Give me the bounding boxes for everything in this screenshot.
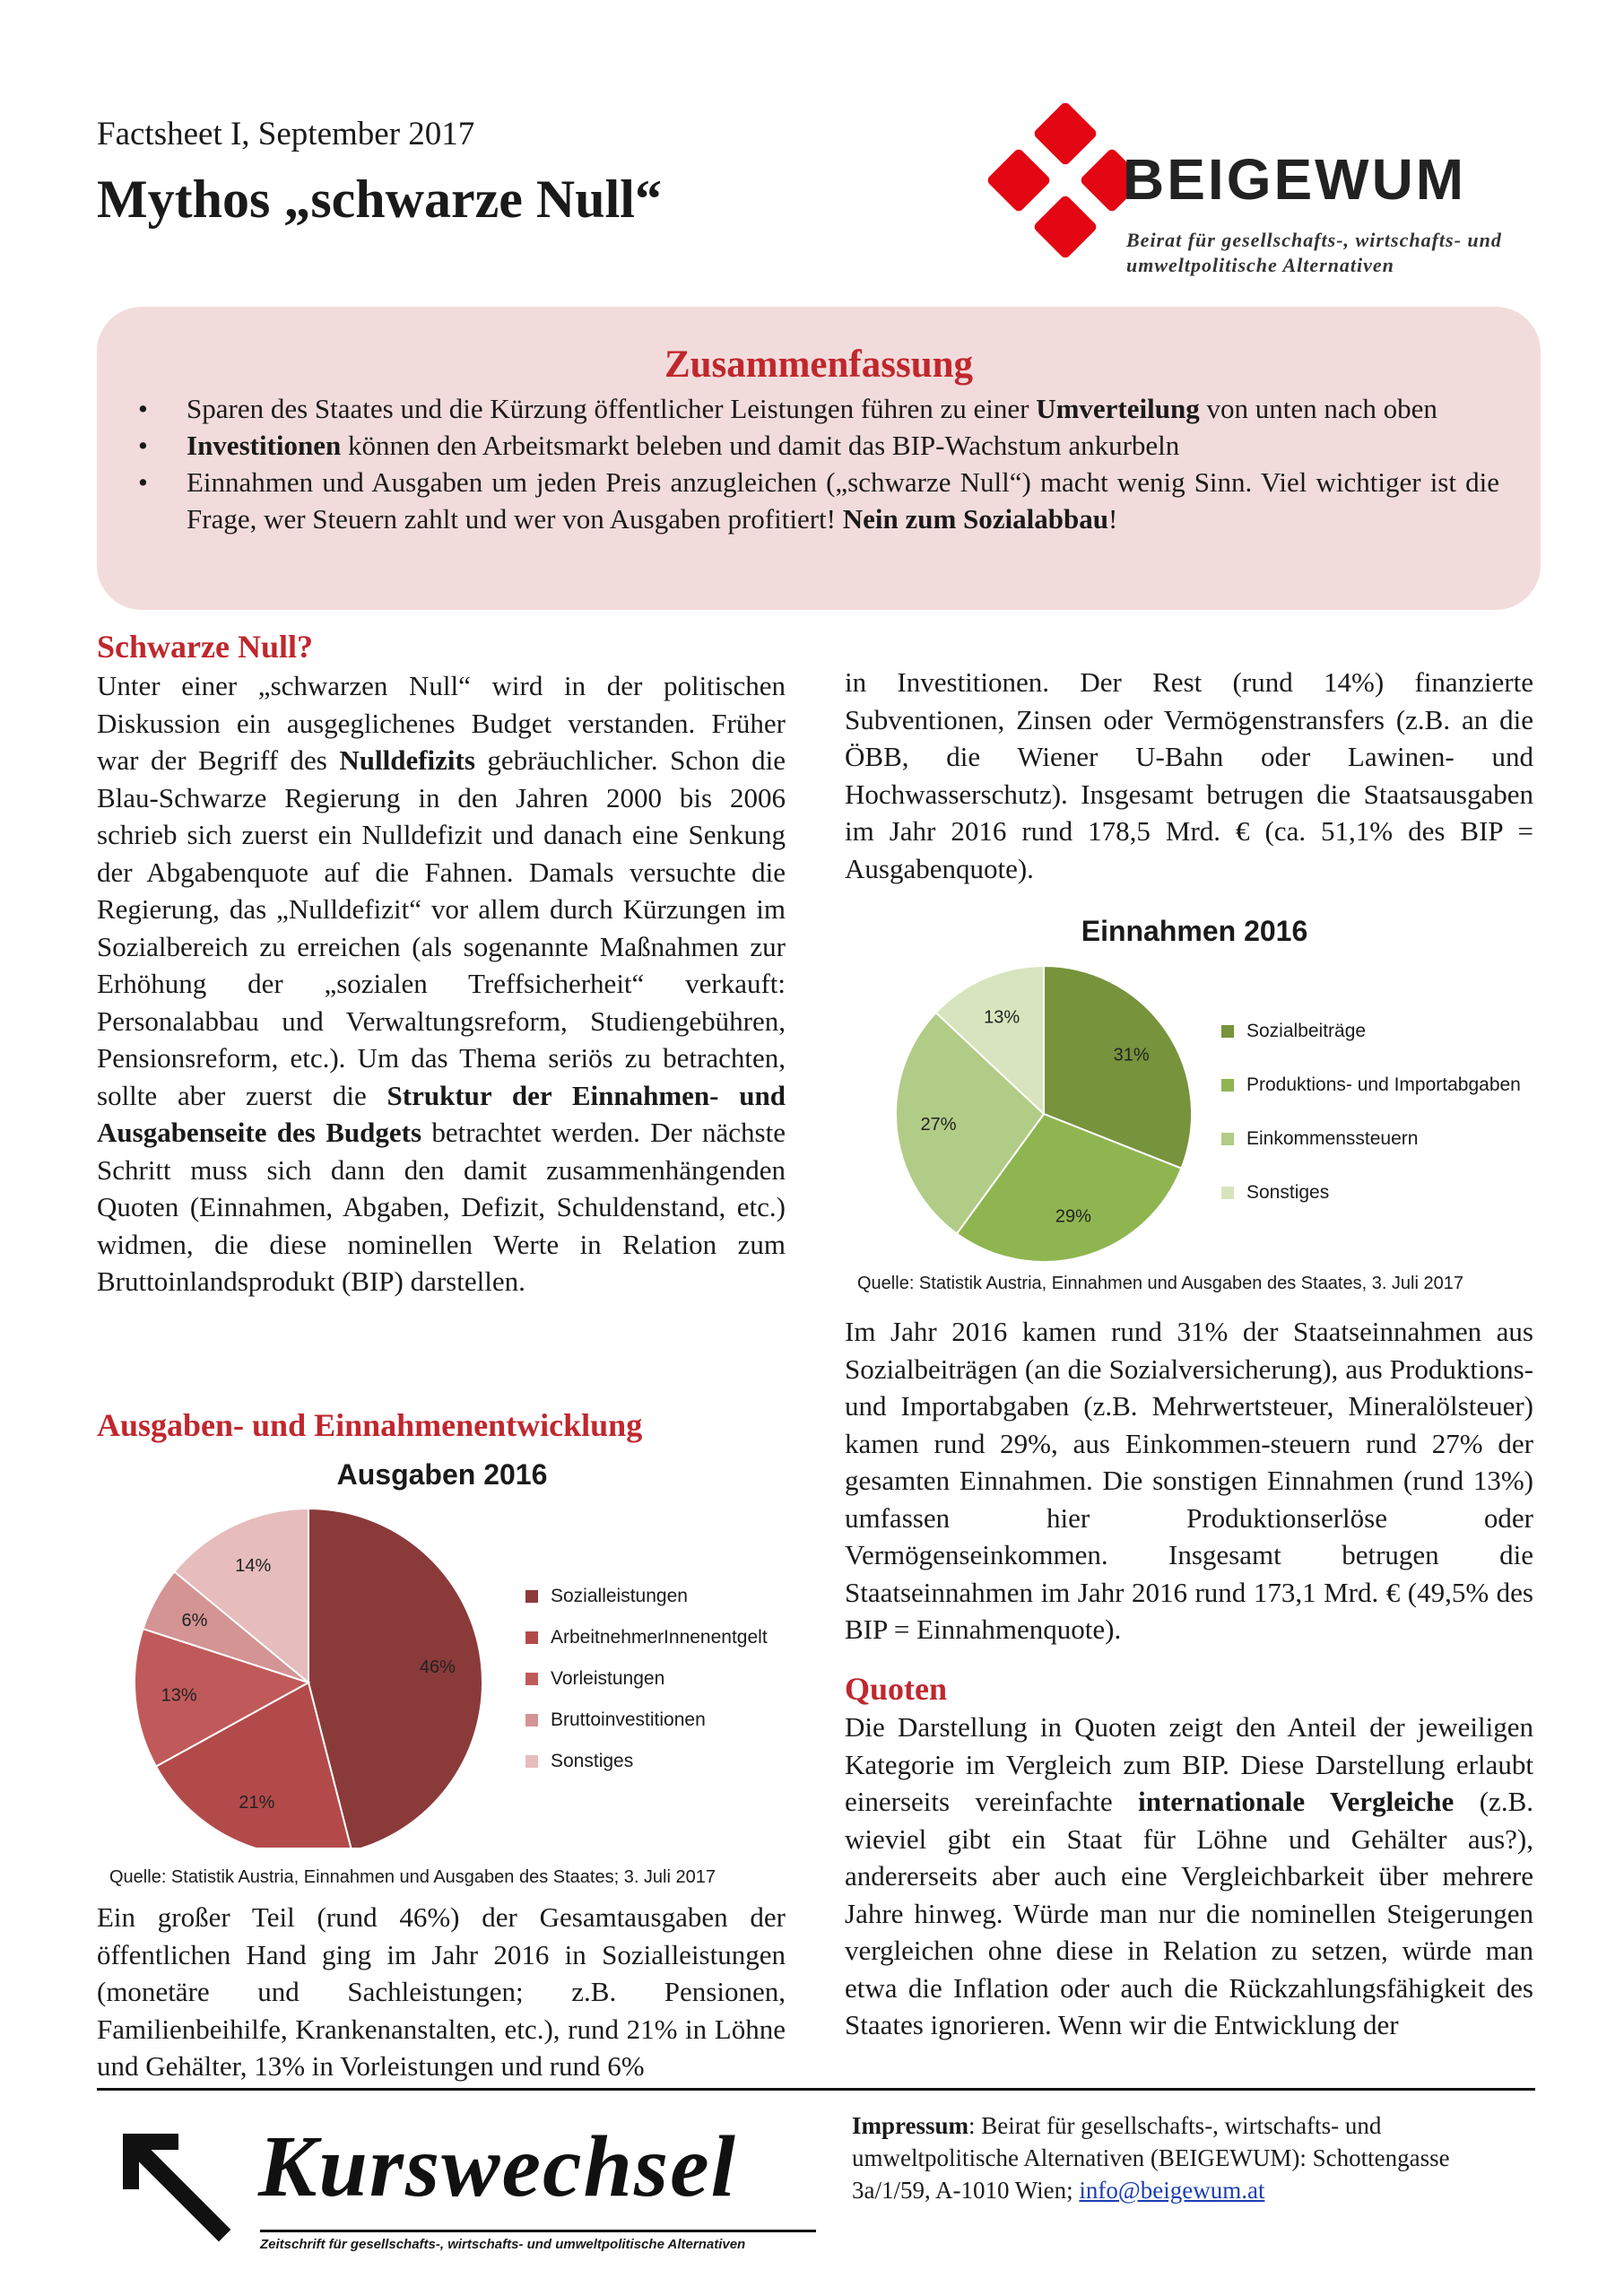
legend-item [525,1668,664,1690]
kurswechsel-tagline: Zeitschrift für gesellschafts-, wirtschafts- und umweltpolitische Alternativen [260,2237,746,2252]
chart-ausgaben-svg [97,1453,787,1848]
legend-swatch [1221,1133,1234,1145]
legend-swatch [1221,1187,1234,1199]
legend-item [1221,1128,1418,1150]
pie-data-label: 13% [984,1007,1020,1028]
legend-label: Sonstiges [1246,1182,1330,1203]
chart-ausgaben [97,1453,787,1887]
legend-item [525,1751,633,1772]
kurswechsel-underline [260,2230,816,2232]
legend-item [525,1586,688,1607]
beigewum-logo-mark [986,103,1130,274]
pie-data-label: 21% [239,1793,275,1813]
chart-einnahmen-source: Quelle: Statistik Austria, Einnahmen und Ausgaben des Staates, 3. Juli 2017 [857,1274,1463,1293]
pie-data-label: 13% [161,1685,197,1706]
summary-heading: Zusammenfassung [664,344,974,386]
section-heading-entwicklung: Ausgaben- und Einnahmenentwicklung [97,1407,643,1443]
legend-item [525,1627,768,1648]
legend-swatch [525,1590,538,1603]
legend-swatch [1221,1025,1234,1038]
summary-bullet-1: • Sparen des Staates und die Kürzung öffentlicher Leistungen führen zu einer Umverteilung von unten nach oben [97,390,1499,427]
pie-data-label: 6% [181,1611,208,1631]
summary-box [97,307,1541,610]
kurswechsel-name: Kurswechsel [258,2118,737,2215]
section-heading-schwarze-null: Schwarze Null? [97,629,313,665]
legend-swatch [1221,1079,1234,1091]
legend-label: Bruttoinvestitionen [551,1709,706,1730]
pie-data-label: 27% [920,1115,957,1135]
legend-swatch [525,1714,538,1726]
footer-divider [97,2088,1535,2091]
right-paragraph-1: in Investitionen. Der Rest (rund 14%) finanzierte Subventionen, Zinsen oder Vermögenstransfers (z.B. an die ÖBB, die Wiener U-Bahn oder Lawinen- und Hochwasserschutz). Insgesamt betrugen die Staatsausgaben im Jahr 2016 rund 178,5 Mrd. € (ca. 51,1% des BIP = Ausgabenquote). [845,666,1533,884]
logo-tagline-1: Beirat für gesellschafts-, wirtschafts- und [1126,229,1502,251]
beigewum-logo [986,103,1542,283]
chart-einnahmen-title: Einnahmen 2016 [1081,915,1308,947]
summary-list [97,390,1541,537]
page-title: Mythos „schwarze Null“ [97,170,662,229]
section-heading-quoten: Quoten [845,1671,948,1707]
chart-einnahmen [845,906,1544,1300]
summary-bullet-3: • Einnahmen und Ausgaben um jeden Preis anzugleichen („schwarze Null“) macht wenig Sinn. Viel wichtiger ist die Frage, wer Steuern zahlt und wer von Ausgaben profitiert! Nein zum Sozialabbau! [97,464,1499,537]
legend-swatch [525,1631,538,1644]
factsheet-subtitle: Factsheet I, September 2017 [97,116,475,152]
legend-item [525,1709,706,1731]
chart-ausgaben-source: Quelle: Statistik Austria, Einnahmen und Ausgaben des Staates; 3. Juli 2017 [109,1867,716,1887]
legend-item [1221,1021,1366,1042]
legend-swatch [525,1755,538,1768]
right-paragraph-2: Im Jahr 2016 kamen rund 31% der Staatseinnahmen aus Sozialbeiträgen (an die Sozialversicherung), aus Produktions- und Importabgaben (z.B. Mehrwertsteuer, Mineralölsteuer) kamen rund 29%, aus Einkommen-steuern rund 27% der gesamten Einnahmen. Die sonstigen Einnahmen (rund 13%) umfassen hier Produktionserlöse oder Vermögenseinkommen. Insgesamt betrugen die Staatseinnahmen im Jahr 2016 rund 173,1 Mrd. € (49,5% des BIP = Einnahmenquote). [845,1316,1533,1645]
logo-tagline-2: umweltpolitische Alternativen [1126,254,1394,276]
pie-data-label: 46% [419,1657,456,1677]
legend-label: Sonstiges [551,1751,634,1771]
legend-label: Sozialleistungen [551,1586,688,1606]
logo-name: BEIGEWUM [1123,147,1467,212]
impressum: Impressum: Beirat für gesellschafts-, wirtschafts- und umweltpolitische Alternativen (BEIGEWUM): Schottengasse 3a/1/59, A-1010 Wien; info@beigewum.at [852,2112,1450,2204]
kurswechsel-logo [115,2117,814,2269]
section1-paragraph: Unter einer „schwarzen Null“ wird in der politischen Diskussion ein ausgeglichenes Budget verstanden. Früher war der Begriff des Nulldefizits gebräuchlicher. Schon die Blau-Schwarze Regierung in den Jahren 2000 bis 2006 schrieb sich zuerst ein Nulldefizit und danach eine Senkung der Abgabenquote auf die Fahnen. Damals versuchte die Regierung, das „Nulldefizit“ vor allem durch Kürzungen im Sozialbereich zu erreichen (als sogenannte Maßnahmen zur Erhöhung der „sozialen Treffsicherheit“ verkauft: Personalabbau und Verwaltungsreform, Studiengebühren, Pensionsreform, etc.). Um das Thema seriös zu betrachten, sollte aber zuerst die Struktur der Einnahmen- und Ausgabenseite des Budgets betrachtet werden. Der nächste Schritt muss sich dann den damit zusammenhängenden Quoten (Einnahmen, Abgaben, Defizit, Schuldenstand, etc.) widmen, die diese nominellen Werte in Relation zum Bruttoinlandsprodukt (BIP) darstellen. [97,670,786,1297]
pie-data-label: 31% [1113,1045,1150,1065]
legend-item [1221,1182,1329,1204]
email-link[interactable]: info@beigewum.at [1079,2177,1265,2204]
legend-label: Einkommenssteuern [1246,1128,1419,1149]
pie-data-label: 14% [235,1555,272,1576]
summary-bullet-2: • Investitionen können den Arbeitsmarkt beleben und damit das BIP-Wachstum ankurbeln [97,427,1499,464]
chart-ausgaben-title: Ausgaben 2016 [336,1458,548,1491]
legend-item [1221,1074,1521,1096]
legend-label: Produktions- und Importabgaben [1246,1074,1521,1095]
legend-label: Vorleistungen [551,1668,665,1689]
legend-swatch [525,1673,538,1685]
legend-label: ArbeitnehmerInnenentgelt [551,1627,768,1648]
legend-label: Sozialbeiträge [1246,1021,1367,1041]
section2-paragraph: Ein großer Teil (rund 46%) der Gesamtausgaben der öffentlichen Hand ging im Jahr 2016 in Sozialleistungen (monetäre und Sachleistungen; z.B. Pensionen, Familienbeihilfe, Krankenanstalten, etc.), rund 21% in Löhne und Gehälter, 13% in Vorleistungen und rund 6% [97,1901,786,2082]
pie-data-label: 29% [1055,1206,1091,1227]
quoten-paragraph: Die Darstellung in Quoten zeigt den Anteil der jeweiligen Kategorie im Vergleich zum BIP. Diese Darstellung erlaubt einerseits vereinfachte internationale Vergleiche (z.B. wieviel gibt ein Staat für Löhne und Gehälter aus?), andererseits aber auch eine Vergleichbarkeit über mehrere Jahre hinweg. Würde man nur die nominellen Steigerungen vergleichen ohne diese in Relation zu setzen, würde man etwa die Inflation oder auch die Rückzahlungsfähigkeit des Staates ignorieren. Wenn wir die Entwicklung der [845,1711,1533,2040]
kurswechsel-arrow-icon [115,2126,240,2251]
